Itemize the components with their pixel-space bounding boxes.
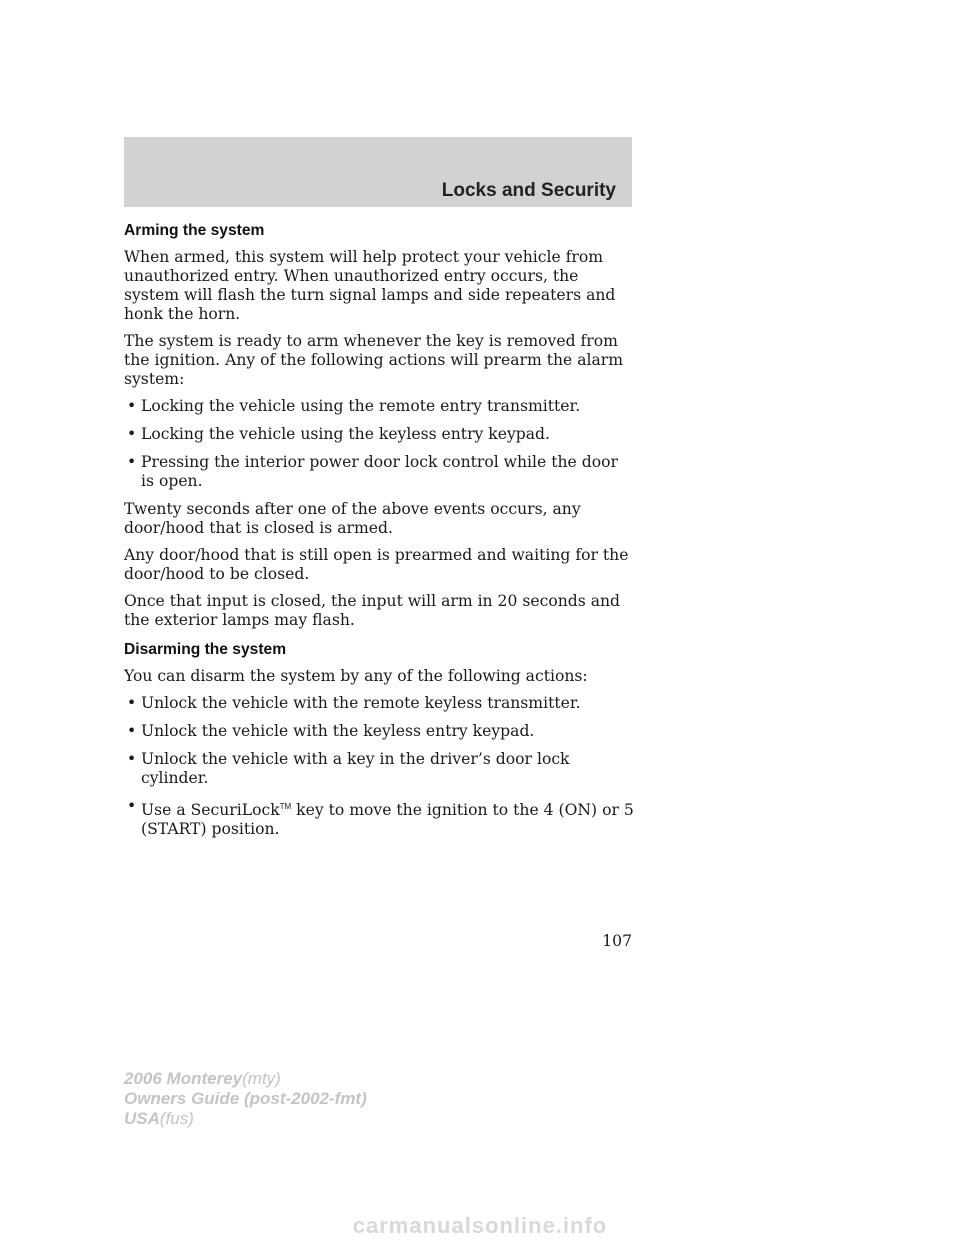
bullet: • <box>127 797 137 815</box>
footer-model: 2006 Monterey <box>124 1069 243 1088</box>
disarm-actions-list <box>124 694 634 839</box>
arming-paragraph-2: The system is ready to arm whenever the key is removed from the ignition. Any of the following actions will prearm the alarm system: <box>124 332 624 388</box>
list-item <box>124 694 634 713</box>
page-content <box>124 221 634 848</box>
watermark: carmanualsonline.info <box>352 1213 608 1238</box>
arming-paragraph-4: Any door/hood that is still open is prearmed and waiting for the door/hood to be closed. <box>124 546 629 583</box>
list-item-text-pre: Use a SecuriLock <box>141 801 280 819</box>
list-item <box>124 397 634 416</box>
list-item-text: Unlock the vehicle with the keyless entry keypad. <box>141 722 535 740</box>
bullet: • <box>127 397 137 415</box>
footer-line-1 <box>124 1069 367 1089</box>
list-item-text: Unlock the vehicle with the remote keyless transmitter. <box>141 694 581 712</box>
list-item-text: Unlock the vehicle with a key in the driver’s door lock cylinder. <box>141 750 570 787</box>
list-item <box>124 797 634 839</box>
bullet: • <box>127 425 137 443</box>
arming-paragraph-5: Once that input is closed, the input will arm in 20 seconds and the exterior lamps may flash. <box>124 592 621 629</box>
footer-market: USA <box>124 1109 160 1128</box>
list-item-text-post: key to move the ignition to the 4 (ON) or 5 (START) position. <box>141 801 634 838</box>
list-item <box>124 750 634 788</box>
footer-market-code: (fus) <box>159 1109 194 1128</box>
section-title: Locks and Security <box>441 180 616 201</box>
footer-model-code: (mty) <box>242 1069 281 1088</box>
list-item-text: Locking the vehicle using the keyless entry keypad. <box>141 425 551 443</box>
list-item <box>124 722 634 741</box>
list-item-text: Pressing the interior power door lock control while the door is open. <box>141 453 618 490</box>
section-header-band <box>124 137 632 207</box>
list-item <box>124 425 634 444</box>
bullet: • <box>127 750 137 768</box>
bullet: • <box>127 722 137 740</box>
bullet: • <box>127 453 137 471</box>
footer-line-2: Owners Guide (post-2002-fmt) <box>124 1089 367 1108</box>
arming-heading: Arming the system <box>124 222 265 239</box>
arming-paragraph-1: When armed, this system will help protect your vehicle from unauthorized entry. When unauthorized entry occurs, the system will flash the turn signal lamps and side repeaters and honk the horn. <box>124 248 616 323</box>
document-footer <box>124 1069 367 1129</box>
prearm-actions-list <box>124 397 634 491</box>
list-item-text: Locking the vehicle using the remote entry transmitter. <box>141 397 581 415</box>
page-number: 107 <box>602 932 632 950</box>
footer-line-3 <box>124 1109 367 1129</box>
list-item <box>124 453 634 491</box>
disarming-paragraph-1: You can disarm the system by any of the following actions: <box>124 667 588 685</box>
arming-paragraph-3: Twenty seconds after one of the above events occurs, any door/hood that is closed is armed. <box>124 500 581 537</box>
trademark-symbol: TM <box>279 802 292 811</box>
disarming-heading: Disarming the system <box>124 641 287 658</box>
bullet: • <box>127 694 137 712</box>
